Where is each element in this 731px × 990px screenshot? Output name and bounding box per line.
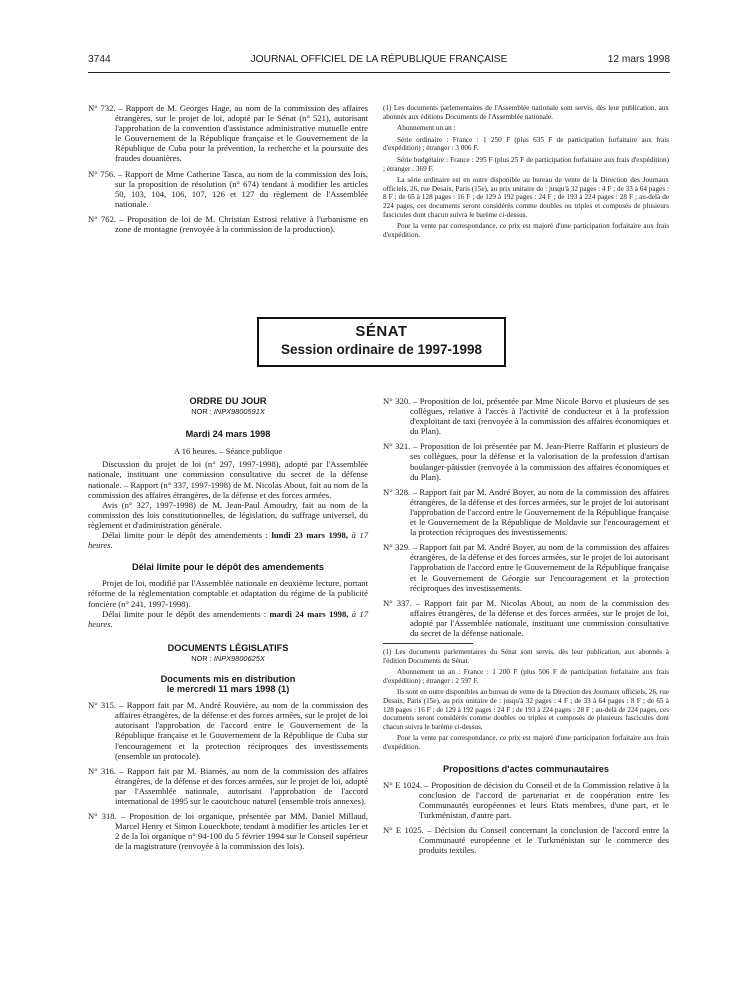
- page-header: [88, 54, 670, 70]
- doc-text: – Rapport de Mme Catherine Tasca, au nom de la commission des lois, sur la proposition de résolution (n° 674) tendant à modifier les articles 50, 103, 104, 106, 107, 126 et 127 du règlement de l'Assemblée nationale.: [115, 168, 368, 209]
- doc-number: N° 320.: [383, 396, 411, 406]
- deadline-date: mardi 24 mars 1998,: [269, 608, 349, 619]
- doc-number: N° 337.: [383, 597, 412, 608]
- top-left-column: [88, 103, 368, 239]
- doc-number: N° 316.: [88, 765, 116, 776]
- footnote: Pour la vente par correspondance, ce prix est majoré d'une participation forfaitaire aux frais d'expédition.: [383, 734, 669, 751]
- doc-item: [383, 780, 669, 820]
- doc-text: – Rapport fait par M. André Boyer, au nom de la commission des affaires étrangères, de la défense et des forces armées, sur le projet de loi autorisant l'approbation de l'accord entre le Gouvernement de la République française et le Gouvernement de la République de Moldavie sur l'encouragement et la protection réciproques des investissements.: [410, 486, 669, 538]
- footnote: Abonnement un an : France : 1 200 F (plus 506 F de participation forfaitaire aux frais d'expédition) ; étranger : 2 597 F.: [383, 668, 669, 685]
- deadline-hour: à 17 heures.: [88, 608, 369, 629]
- doc-item: [383, 396, 669, 436]
- senat-title: SÉNAT: [355, 323, 408, 340]
- deadline-date: lundi 23 mars 1998,: [271, 530, 348, 541]
- header-rule: [88, 72, 670, 73]
- journal-title: JOURNAL OFFICIEL DE LA RÉPUBLIQUE FRANÇAISE: [250, 54, 508, 65]
- nor-ref: [88, 654, 368, 664]
- doc-number: N° 762.: [88, 213, 117, 224]
- doc-item: [383, 825, 669, 855]
- doc-item: [383, 598, 669, 638]
- issue-date: 12 mars 1998: [607, 54, 670, 65]
- paragraph: [88, 530, 368, 550]
- doc-number: N° 318.: [88, 811, 117, 822]
- paragraph: Projet de loi, modifié par l'Assemblée nationale en deuxième lecture, portant réforme de la réglementation comptable et adaptation du régime de la publicité foncière (n° 241, 1997-1998).: [88, 578, 368, 609]
- doc-text: – Proposition de loi de M. Christian Estrosi relative à l'urbanisme en zone de montagne (renvoyée à la commission de la production).: [115, 213, 368, 235]
- doc-text: – Proposition de loi, présentée par Mme Nicole Borvo et plusieurs de ses collègues, relative à l'accès à l'activité de conducteur et à la profession d'exploitant de taxi (renvoyée à la commission des affaires économiques et du Plan).: [410, 396, 669, 437]
- doc-text: – Décision du Conseil concernant la conclusion de l'accord entre la Communauté européenne et le Turkménistan sur le commerce des produits textiles.: [419, 825, 669, 856]
- nor-label: NOR :: [191, 407, 212, 417]
- footnote: Ils sont en outre disponibles au bureau de vente de la Direction des Journaux officiels, 26, rue Desaix, Paris (15e), au prix unitaire de : jusqu'à 32 pages : 4 F ; de 33 à 64 pages : 8 F ; de 65 à 128 pages : 16 F ; de 129 à 192 pages : 24 F ; de 193 à 224 pages : 28 F ; au-delà de 224 pages, ces documents seront considérés comme doubles ou triples et composés de plusieurs fascicules dont chacun suivra le barème ci-dessus.: [383, 688, 669, 731]
- doc-text: – Rapport fait par M. André Rouvière, au nom de la commission des affaires étrangères, de la défense et des forces armées, sur le projet de loi autorisant l'approbation de l'accord entre le Gouvernement de la République française et le Gouvernement de la République de Cuba sur l'encouragement et la protection réciproques des investissements (ensemble un protocole).: [115, 700, 368, 761]
- doc-text: – Proposition de loi organique, présentée par MM. Daniel Millaud, Marcel Henry et Simon Loueckhote, tendant à modifier les articles 1er et 2 de la loi organique n° 94-100 du 5 février 1994 sur le Conseil supérieur de la magistrature (renvoyée à la commission des lois).: [115, 811, 368, 852]
- communautaires-title: Propositions d'actes communautaires: [442, 763, 610, 774]
- paragraph: [88, 609, 368, 629]
- doc-item: [383, 542, 669, 592]
- doc-text: – Proposition de décision du Conseil et de la Commission relative à la conclusion de l'accord de partenariat et de coopération entre les Communautés européennes et leurs Etats membres, d'une part, et le Turkménistan, d'autre part.: [419, 779, 669, 820]
- deadline-label: Délai limite pour le dépôt des amendements :: [102, 608, 267, 619]
- docs-title: DOCUMENTS LÉGISLATIFS: [167, 642, 289, 653]
- doc-number: N° 328.: [383, 486, 411, 497]
- left-column: [88, 396, 368, 856]
- session-title: Session ordinaire de 1997-1998: [280, 342, 483, 357]
- paragraph: Avis (n° 327, 1997-1998) de M. Jean-Paul Amoudry, fait au nom de la commission des lois constitutionnelles, de législation, du suffrage universel, du règlement et d'administration générale.: [88, 499, 368, 530]
- doc-item: [88, 766, 368, 806]
- right-column: [383, 396, 669, 860]
- paragraph: Discussion du projet de loi (n° 297, 1997-1998), adopté par l'Assemblée nationale, instituant une commission consultative du secret de la défense nationale. – Rapport (n° 337, 1997-1998) de M. Nicolas About, fait au nom de la commission des affaires étrangères, de la défense et des forces armées.: [88, 459, 368, 500]
- nor-ref: [88, 407, 368, 417]
- docs-subtitle: Documents mis en distribution: [160, 673, 296, 684]
- doc-item: [88, 811, 368, 851]
- deadline-hour: à 17 heures.: [88, 530, 368, 551]
- doc-item: [383, 487, 669, 537]
- doc-number: N° E 1025.: [383, 825, 424, 836]
- doc-number: N° 329.: [383, 542, 411, 553]
- nor-code: INPX9800591X: [213, 407, 265, 417]
- footnote: (1) Les documents parlementaires du Sénat sont servis, dès leur publication, aux abonnés à l'édition Documents du Sénat.: [383, 648, 669, 665]
- ordre-title: ORDRE DU JOUR: [189, 396, 267, 406]
- delai-title: Délai limite pour le dépôt des amendements: [132, 562, 324, 573]
- doc-item: [88, 103, 368, 164]
- nor-label: NOR :: [191, 653, 212, 663]
- doc-text: – Rapport fait par M. Nicolas About, au nom de la commission des affaires étrangères, de la défense et des forces armées, sur le projet de loi, adopté par l'Assemblée nationale, instituant une commission consultative du secret de la défense nationale.: [410, 597, 669, 638]
- doc-number: N° 321.: [383, 441, 411, 452]
- doc-item: [383, 441, 669, 481]
- footnote-separator: [383, 643, 473, 644]
- doc-number: N° 732.: [88, 103, 116, 113]
- doc-text: – Rapport fait par M. Biarnès, au nom de la commission des affaires étrangères, de la défense et des forces armées, sur le projet de loi, adopté par l'Assemblée nationale, autorisant l'approbation de l'accord international de 1995 sur le caoutchouc naturel (ensemble trois annexes).: [115, 765, 368, 806]
- footnote: (1) Les documents parlementaires de l'Assemblée nationale sont servis, dès leur publication, aux abonnés aux éditions Documents de l'Assemblée nationale.: [383, 104, 669, 121]
- page-number: 3744: [88, 54, 111, 65]
- deadline-label: Délai limite pour le dépôt des amendements :: [102, 530, 268, 541]
- doc-item: [88, 214, 368, 234]
- session-date: Mardi 24 mars 1998: [185, 429, 271, 440]
- docs-subtitle: le mercredi 11 mars 1998 (1): [166, 684, 290, 695]
- doc-number: N° 315.: [88, 700, 116, 711]
- doc-item: [88, 169, 368, 209]
- doc-text: – Proposition de loi présentée par M. Jean-Pierre Raffarin et plusieurs de ses collègues, pour la défense et la valorisation de la profession d'artisan boulanger-pâtissier (renvoyée à la commission des affaires économiques et du Plan).: [410, 441, 669, 482]
- seance-line: A 16 heures. – Séance publique: [173, 446, 283, 457]
- footnote: Série ordinaire : France : 1 250 F (plus 635 F de participation forfaitaire aux frais d'expédition) ; étranger : 3 006 F.: [383, 135, 669, 153]
- nor-code: INPX9800625X: [213, 653, 265, 663]
- footnote: Abonnement un an :: [397, 124, 456, 133]
- doc-number: N° 756.: [88, 168, 116, 179]
- footnote: Série budgétaire : France : 295 F (plus 25 F de participation forfaitaire aux frais d'expédition) ; étranger : 369 F.: [383, 155, 669, 173]
- footnote: Pour la vente par correspondance, ce prix est majoré d'une participation forfaitaire aux frais d'expédition.: [383, 222, 669, 239]
- doc-text: – Rapport de M. Georges Hage, au nom de la commission des affaires étrangères, sur le projet de loi, adopté par le Sénat (n° 521), autorisant l'approbation de la convention d'assistance administrative mutuelle entre le Gouvernement de la République française et le Gouvernement de la République de Cuba pour la prévention, la recherche et la poursuite des fraudes douanières.: [115, 103, 368, 164]
- doc-number: N° E 1024.: [383, 779, 423, 790]
- doc-text: – Rapport fait par M. André Boyer, au nom de la commission des affaires étrangères, de la défense et des forces armées, sur le projet de loi autorisant l'approbation de l'accord entre le Gouvernement de la République française et le Gouvernement de Géorgie sur l'encouragement et la protection réciproques des investissements.: [410, 542, 669, 593]
- footnote: La série ordinaire est en outre disponible au bureau de vente de la Direction des Journaux officiels, 26, rue Desaix, Paris (15e), au prix unitaire de : jusqu'à 32 pages : 4 F ; de 33 à 64 pages : 8 F ; de 65 à 128 pages : 16 F ; de 129 à 192 pages : 24 F ; de 193 à 224 pages : 28 F ; au-delà de 224 pages, ces documents seront considérés comme doubles ou triples et composés de plusieurs fascicules dont chacun suivra le barème ci-dessus.: [383, 176, 669, 219]
- senat-banner: [257, 317, 506, 367]
- doc-item: [88, 700, 368, 761]
- top-right-notes: [383, 104, 669, 242]
